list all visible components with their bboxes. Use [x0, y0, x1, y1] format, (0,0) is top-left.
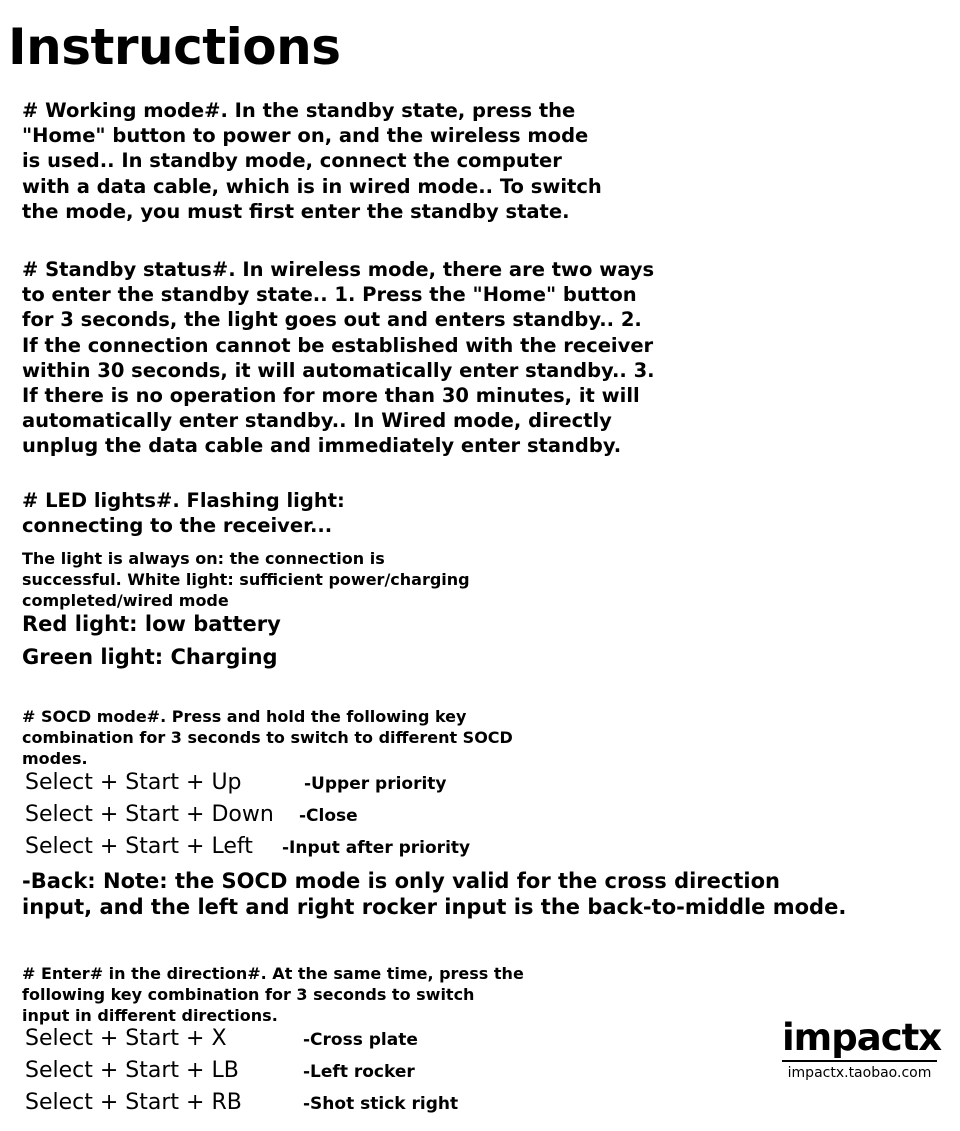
brand-logo — [782, 1016, 942, 1082]
key-combo: Select + Start + LB — [25, 1058, 239, 1083]
combo-description: -Cross plate — [303, 1030, 418, 1050]
page-title: Instructions — [8, 18, 341, 76]
working-mode-text: # Working mode#. In the standby state, press the "Home" button to power on, and the wireless mode is used.. In standby mode, connect the computer with a data cable, which is in wired mode.. To switch the mode, you must first enter the standby state. — [22, 99, 602, 223]
socd-note: -Back: Note: the SOCD mode is only valid for the cross direction input, and the left and right rocker input is the back-to-middle mode. — [22, 869, 847, 919]
socd-intro: # SOCD mode#. Press and hold the following key combination for 3 seconds to switch to different SOCD modes. — [22, 707, 513, 768]
led-heading: # LED lights#. Flashing light: connecting to the receiver... — [22, 489, 345, 538]
standby-status-text: # Standby status#. In wireless mode, there are two ways to enter the standby state.. 1. Press the "Home" button for 3 seconds, the light goes out and enters standby.. 2. If the connection cannot be established with the receiver within 30 seconds, it will automatically enter standby.. 3. If there is no operation for more than 30 minutes, it will automatically enter standby.. In Wired mode, directly unplug the data cable and immediately enter standby. — [22, 258, 655, 458]
key-combo: Select + Start + Left — [25, 834, 253, 859]
direction-intro: # Enter# in the direction#. At the same time, press the following key combination for 3 seconds to switch input in different directions. — [22, 964, 524, 1025]
logo-wordmark: impactx — [782, 1018, 937, 1062]
combo-description: -Upper priority — [304, 774, 447, 794]
combo-description: -Left rocker — [303, 1062, 415, 1082]
key-combo: Select + Start + Down — [25, 802, 274, 827]
led-red-text: Red light: low battery — [22, 612, 281, 636]
led-green-text: Green light: Charging — [22, 645, 278, 669]
combo-description: -Close — [299, 806, 358, 826]
combo-description: -Shot stick right — [303, 1094, 459, 1114]
key-combo: Select + Start + X — [25, 1026, 227, 1051]
logo-url: impactx.taobao.com — [787, 1065, 932, 1081]
led-detail: The light is always on: the connection is successful. White light: sufficient power/charging completed/wired mode — [22, 549, 470, 610]
combo-description: -Input after priority — [282, 838, 471, 858]
key-combo: Select + Start + RB — [25, 1090, 242, 1115]
key-combo: Select + Start + Up — [25, 770, 242, 795]
